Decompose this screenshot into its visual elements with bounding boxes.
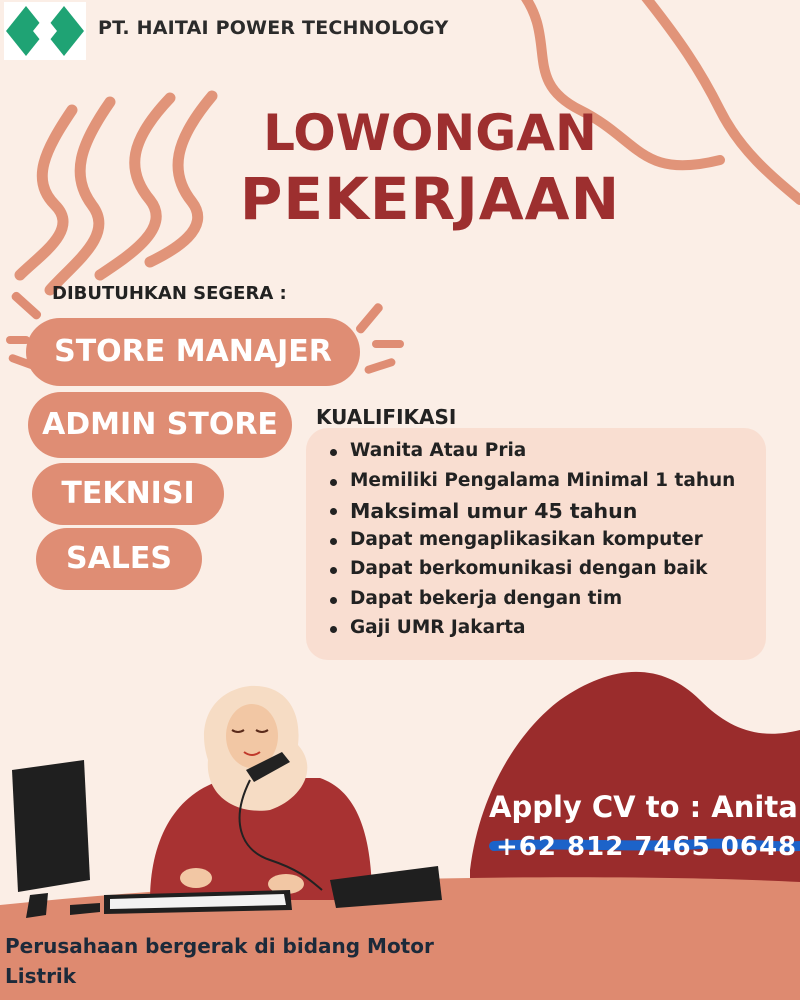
qualification-item: Wanita Atau Pria (328, 440, 735, 470)
positions-heading: DIBUTUHKAN SEGERA : (52, 283, 287, 304)
headline-line-2: PEKERJAAN (239, 165, 621, 233)
phone-number-redacted: +62 812 7465 0648 (496, 832, 798, 862)
qualification-item: Memiliki Pengalama Minimal 1 tahun (328, 470, 735, 500)
green-diamond-logo-icon (4, 2, 86, 60)
qualifications-heading: KUALIFIKASI (316, 405, 457, 429)
qualification-item: Gaji UMR Jakarta (328, 617, 735, 647)
qualification-item: Dapat mengaplikasikan komputer (328, 529, 735, 559)
position-store-manajer: STORE MANAJER (26, 318, 360, 386)
wavy-lines-left (20, 96, 212, 290)
position-teknisi: TEKNISI (32, 463, 224, 525)
woman-illustration (150, 686, 372, 900)
qualification-item: Dapat berkomunikasi dengan baik (328, 558, 735, 588)
computer-monitor-icon (12, 760, 100, 918)
position-sales: SALES (36, 528, 202, 590)
company-description: Perusahaan bergerak di bidang Motor Listrik (5, 934, 434, 988)
company-logo (4, 2, 86, 60)
qualification-item: Maksimal umur 45 tahun (328, 499, 735, 529)
qualifications-list (328, 440, 735, 647)
headline-line-1: LOWONGAN (263, 104, 597, 162)
red-blob-shape (470, 672, 800, 900)
qualification-item: Dapat bekerja dengan tim (328, 588, 735, 618)
company-name: PT. HAITAI POWER TECHNOLOGY (98, 17, 449, 39)
position-admin-store: ADMIN STORE (28, 392, 292, 458)
apply-cv-text: Apply CV to : Anita (489, 790, 798, 824)
